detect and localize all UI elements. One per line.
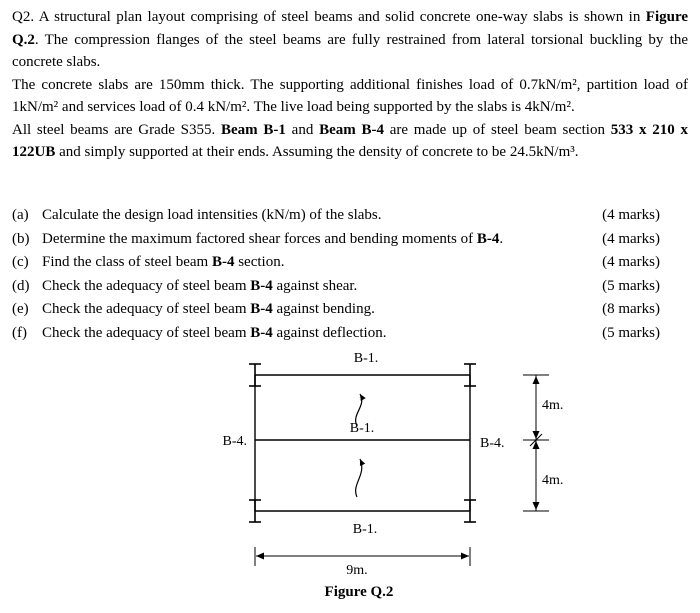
question-statement: [12, 6, 688, 164]
dim-arrow-left: [256, 553, 264, 560]
question-part-c: [12, 251, 688, 275]
text-run: The concrete slabs are 150mm thick. The supporting additional finishes load of 0.7kN/m², partition load of 1kN/m² and services load of 0.4 kN/m². The live load being supported by the slabs is 4kN/m².: [12, 76, 688, 115]
text-run: . The compression flanges of the steel beams are fully restrained from lateral torsional buckling by the concrete slabs.: [12, 31, 688, 70]
label-beam-b1-mid: B-1.: [349, 421, 375, 436]
text-run: Check the adequacy of steel beam: [42, 277, 251, 294]
part-marks: (5 marks): [602, 324, 660, 341]
text-run: section.: [234, 254, 285, 270]
part-marks: (5 marks): [602, 277, 660, 294]
text-run: against shear.: [272, 277, 358, 294]
figure-q2-diagram: [0, 345, 700, 613]
text-run: Calculate the design load intensities (kN/m) of the slabs.: [42, 207, 382, 223]
part-label: (a): [12, 207, 29, 223]
figure-reference: Figure Q.2: [12, 9, 688, 48]
text-run: against deflection.: [272, 324, 387, 341]
support-symbols: [249, 364, 476, 522]
text-run: Find the class of steel beam: [42, 254, 212, 270]
question-part-f: [12, 322, 688, 346]
label-dim-9m: 9m.: [346, 563, 368, 578]
span-direction-arrows: [356, 394, 362, 497]
question-parts-list: [12, 204, 688, 345]
label-beam-b4-right: B-4.: [480, 436, 505, 451]
part-label: (e): [12, 301, 29, 317]
beam-b4-reference: Beam B-4: [319, 121, 384, 138]
dim-arrow-up-top: [533, 376, 540, 384]
bold-run: B-4: [211, 254, 235, 270]
paragraph-beams: [12, 119, 688, 164]
part-text: [42, 251, 580, 275]
part-label: (c): [12, 254, 29, 270]
paragraph-intro: [12, 6, 688, 74]
part-text: [42, 275, 580, 299]
label-dim-4m-upper: 4m.: [542, 398, 564, 413]
label-dim-4m-lower: 4m.: [542, 473, 564, 488]
part-marks: (4 marks): [602, 230, 660, 247]
plan-outline: [255, 375, 470, 511]
part-label: (d): [12, 277, 30, 294]
question-part-a: [12, 204, 688, 228]
bold-run: B-4: [476, 230, 500, 247]
beam-section-reference: 533 x 210 x 122UB: [12, 121, 688, 160]
part-text: [42, 228, 580, 252]
bold-run: B-4: [250, 277, 273, 294]
part-marks: (4 marks): [602, 254, 660, 270]
text-run: against bending.: [272, 301, 375, 317]
paragraph-loads: [12, 74, 688, 119]
text-run: and: [285, 121, 320, 138]
text-run: .: [499, 230, 504, 247]
part-label: (b): [12, 230, 30, 247]
question-part-d: [12, 275, 688, 299]
dim-arrow-right: [461, 553, 469, 560]
dim-arrow-down-bottom: [533, 502, 540, 510]
figure-caption: Figure Q.2: [324, 584, 394, 600]
part-marks: (4 marks): [602, 207, 660, 223]
span-direction-arrow-lower: [356, 459, 362, 497]
text-run: Check the adequacy of steel beam: [42, 324, 251, 341]
figure-labels: [223, 351, 564, 600]
label-beam-b1-bottom: B-1.: [352, 522, 378, 537]
part-text: [42, 298, 580, 322]
text-run: All steel beams are Grade S355.: [12, 121, 222, 138]
label-beam-b4-left: B-4.: [222, 434, 247, 449]
part-text: [42, 204, 580, 228]
part-text: [42, 322, 580, 346]
beam-b1-reference: Beam B-1: [221, 121, 286, 138]
part-label: (f): [12, 324, 27, 341]
text-run: and simply supported at their ends. Assuming the density of concrete to be 24.5kN/m³.: [55, 144, 579, 160]
question-part-b: [12, 228, 688, 252]
text-run: Q2. A structural plan layout comprising of steel beams and solid concrete one-way slabs is shown in: [12, 9, 646, 25]
text-run: Check the adequacy of steel beam: [42, 301, 251, 317]
text-run: are made up of steel beam section: [383, 121, 611, 138]
question-part-e: [12, 298, 688, 322]
label-beam-b1-top: B-1.: [353, 351, 379, 366]
part-marks: (8 marks): [602, 301, 660, 317]
bold-run: B-4: [250, 301, 273, 317]
text-run: Determine the maximum factored shear forces and bending moments of: [42, 230, 477, 247]
dimension-right: [523, 375, 549, 511]
bold-run: B-4: [250, 324, 273, 341]
